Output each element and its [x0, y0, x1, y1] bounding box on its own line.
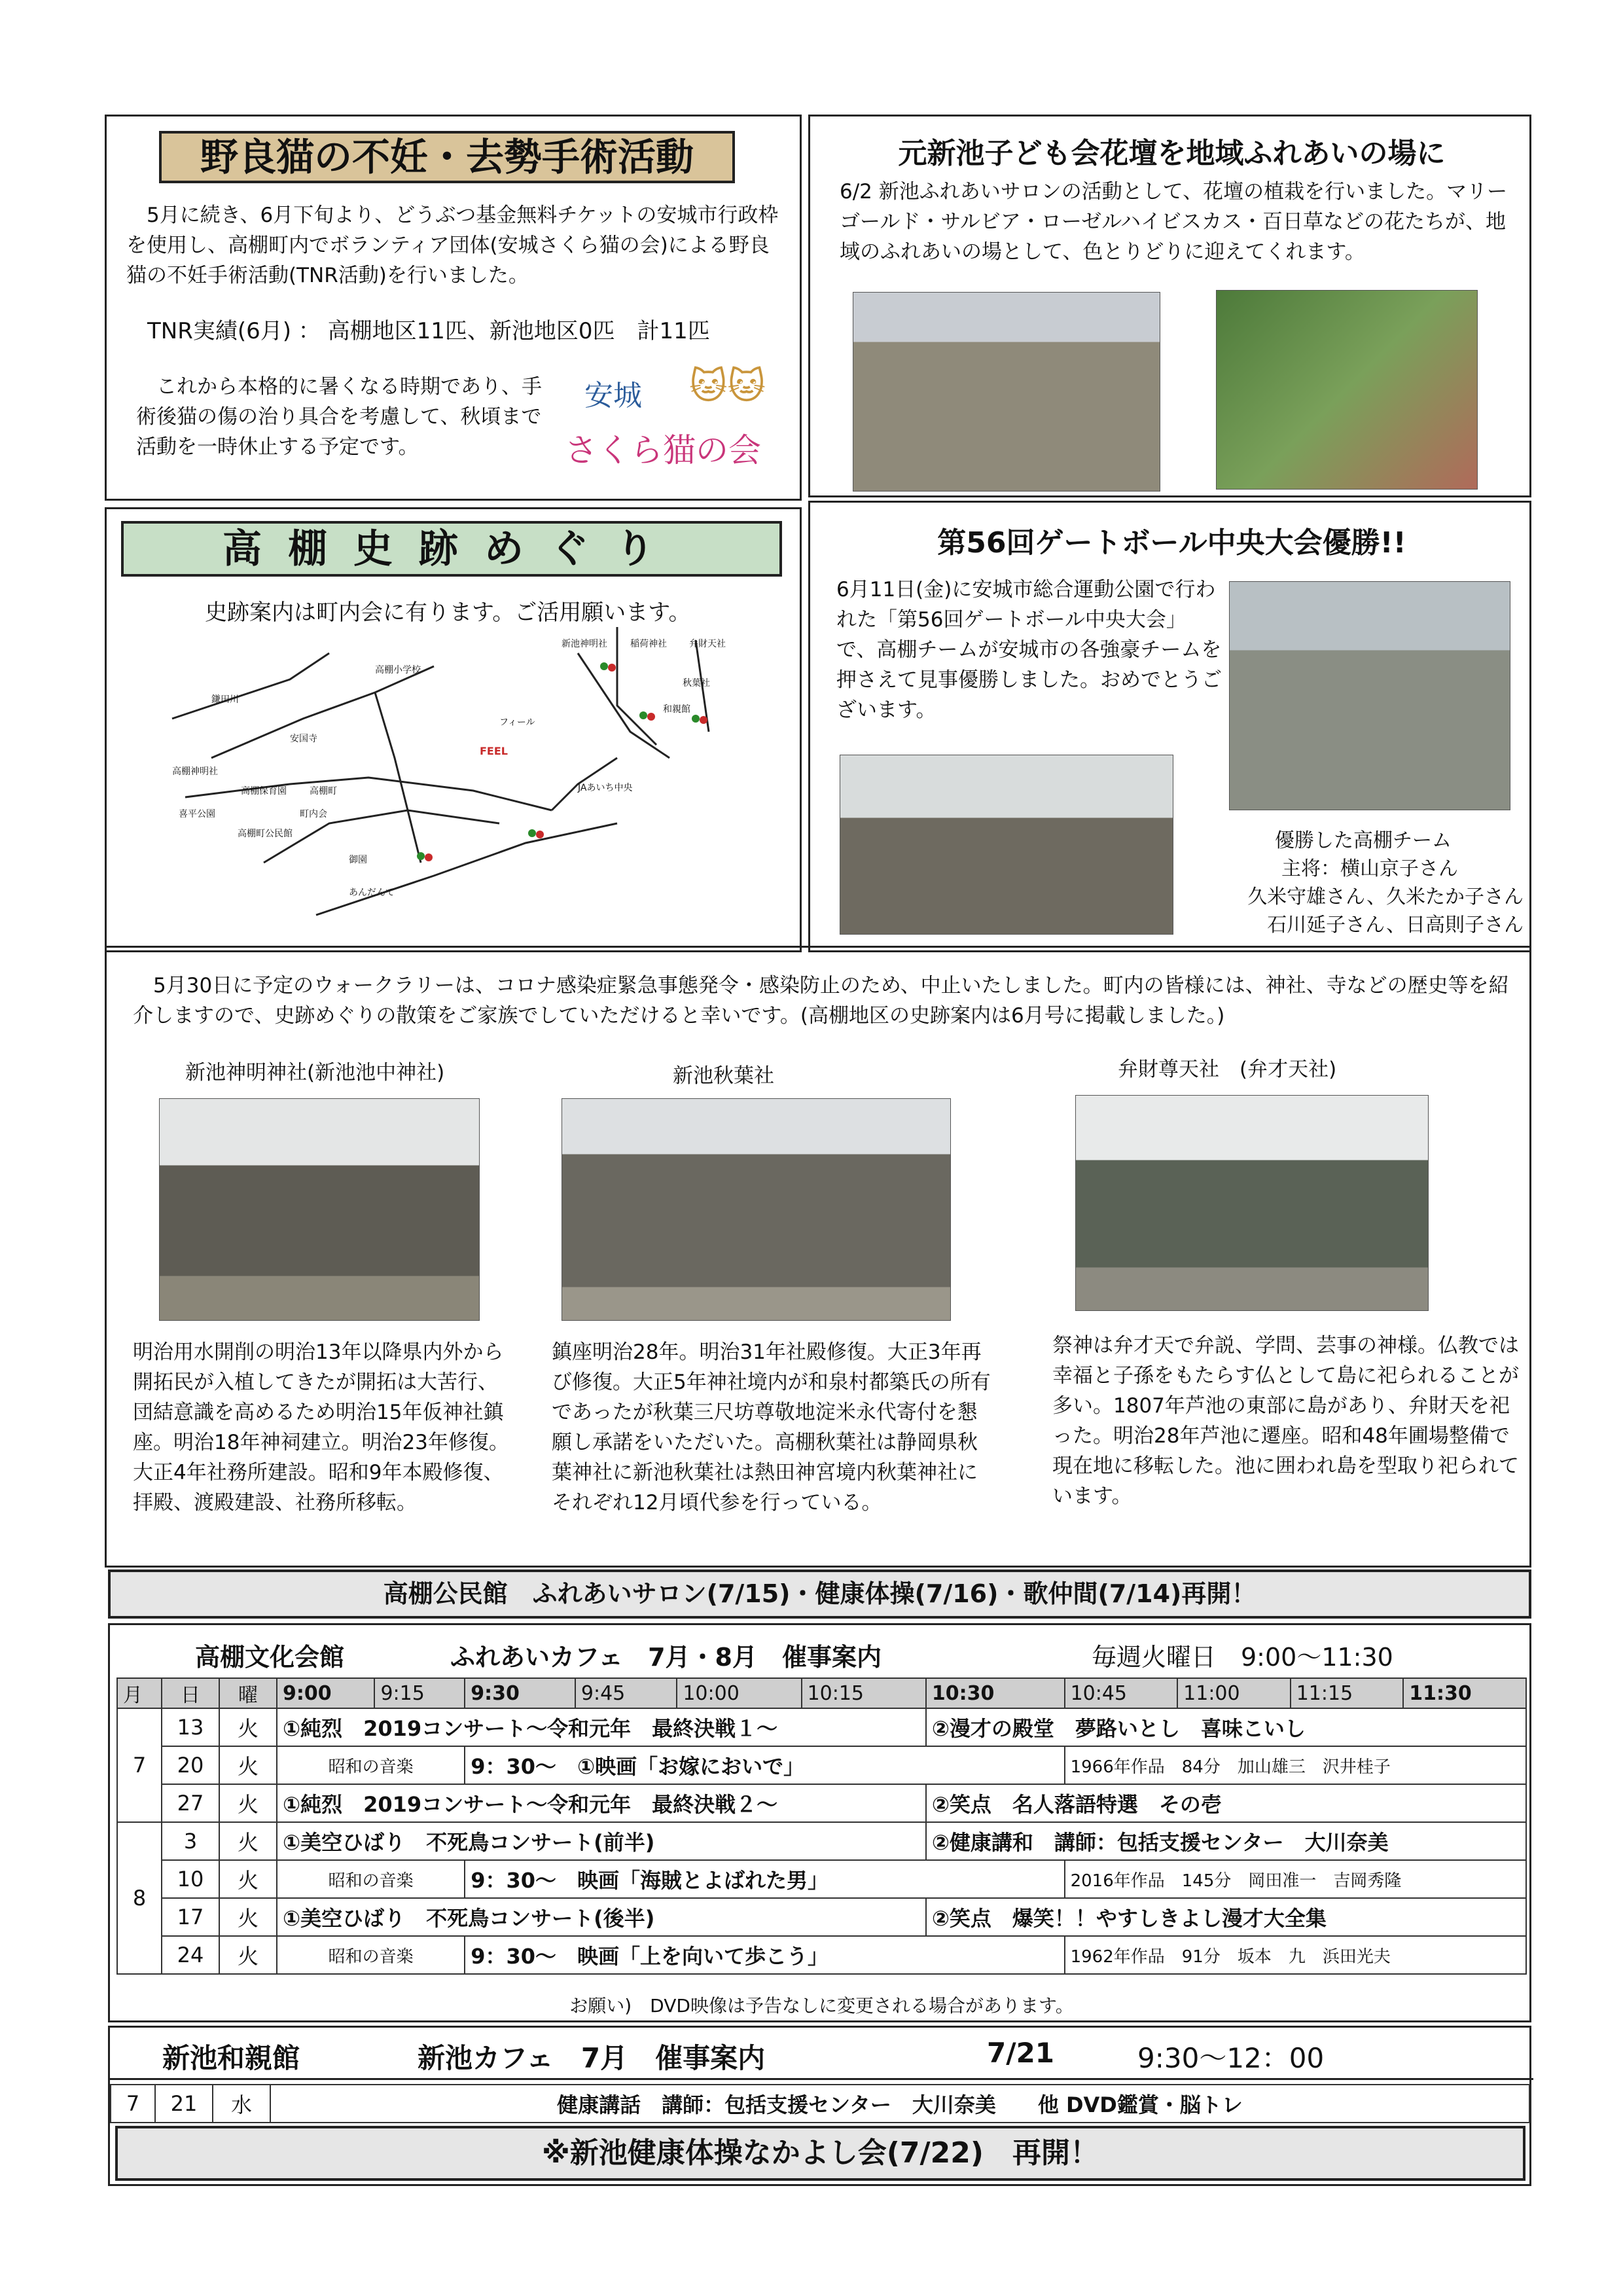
gateball-section: [808, 501, 1531, 952]
shrine-photo-shinmei: [159, 1098, 480, 1321]
day-cell: 27: [162, 1784, 219, 1822]
header-cell: 11:00: [1177, 1678, 1291, 1708]
map-label: 高棚町: [310, 786, 337, 797]
program-a: ①純烈 2019コンサート～令和元年 最終決戦２～: [277, 1784, 926, 1822]
program-a: ①美空ひばり 不死鳥コンサート(前半): [277, 1822, 926, 1860]
header-cell: 9:45: [575, 1678, 677, 1708]
caption-line: 石川延子さん、日高則子さん: [1267, 914, 1524, 937]
table-row: [117, 1936, 1526, 1974]
map-label: 高棚保育園: [241, 786, 287, 797]
map-label: 稲荷神社: [630, 639, 667, 649]
map-label: 和親館: [663, 704, 690, 715]
history-title: 高棚史跡めぐり: [121, 521, 782, 577]
cat-faces-icon: 🐱🐱: [689, 365, 766, 408]
shinike-event: 新池カフェ 7月 催事案内: [418, 2042, 766, 2074]
pre-program: 昭和の音楽: [277, 1860, 465, 1898]
map-label: 高棚神明社: [172, 766, 218, 777]
program-b: ②笑点 爆笑！！やすしきよし漫才大全集: [926, 1898, 1526, 1936]
site-text: 明治用水開削の明治13年以降県内外から開拓民が入植してきたが開拓は大苦行、団結意識を高めるため明治15年仮神社鎮座。明治18年神祠建立。明治23年修復。大正4年社務所建設。昭和9年本殿修復、拝殿、渡殿建設、社務所移転。: [133, 1340, 509, 1515]
dow-cell: 火: [219, 1784, 277, 1822]
program-b: ②漫才の殿堂 夢路いとし 喜味こいし: [926, 1708, 1526, 1746]
cafe-section: [108, 1623, 1531, 2022]
table-row: [117, 1860, 1526, 1898]
header-cell: 11:30: [1403, 1678, 1526, 1708]
tnr-note: これから本格的に暑くなる時期であり、手術後猫の傷の治り具合を考慮して、秋頃まで活動を一時休止する予定です。: [136, 375, 542, 459]
table-row: [117, 1784, 1526, 1822]
table-row: [117, 1898, 1526, 1936]
shinike-place: 新池和親館: [162, 2042, 300, 2074]
map-label: JAあいち中央: [578, 783, 633, 793]
flower-section: [808, 115, 1531, 497]
logo-name: さくら猫の会: [565, 431, 761, 469]
logo-city: 安城: [584, 379, 642, 412]
program-b: 1962年作品 91分 坂本 九 浜田光夫: [1065, 1936, 1526, 1974]
cafe-place: 高棚文化会館: [195, 1643, 345, 1672]
header-cell: 10:00: [677, 1678, 801, 1708]
dow-cell: 火: [219, 1708, 277, 1746]
history-intro: 史跡案内は町内会に有ります。ご活用願います。: [205, 600, 691, 626]
site-text: 祭神は弁才天で弁説、学問、芸事の神様。仏教では幸福と子孫をもたらす仏として島に祀られることが多い。1807年芦池の東部に島があり、弁財天を祀った。明治28年芦池に遷座。昭和48年圃場整備で現在地に移転した。池に囲われ島を型取り祀られています。: [1052, 1334, 1519, 1508]
month-cell: 7: [117, 1708, 162, 1822]
site-name: 新池神明神社(新池池中神社): [185, 1061, 445, 1085]
caption-line: 優勝した高棚チーム: [1275, 829, 1452, 852]
day-cell: 21: [155, 2085, 213, 2123]
header-cell: 11:15: [1291, 1678, 1404, 1708]
walk-rally-note: 5月30日に予定のウォークラリーは、コロナ感染症緊急事態発令・感染防止のため、中止いたしました。町内の皆様には、神社、寺などの歴史等を紹介しますので、史跡めぐりの散策をご家族でしていただけると幸いです。(高棚地区の史跡案内は6月号に掲載しました。): [133, 974, 1509, 1028]
dow-cell: 火: [219, 1936, 277, 1974]
map-label: 高棚小学校: [375, 665, 421, 675]
dow-cell: 火: [219, 1746, 277, 1784]
map-label: 鎌田川: [211, 694, 239, 705]
shinike-time: 9:30～12：00: [1137, 2042, 1325, 2074]
caption-line: 久米守雄さん、久米たか子さん: [1247, 886, 1524, 908]
header-cell: 曜: [219, 1678, 277, 1708]
program-a: ①美空ひばり 不死鳥コンサート(後半): [277, 1898, 926, 1936]
program-b: 1966年作品 84分 加山雄三 沢井桂子: [1065, 1746, 1526, 1784]
map-label: FEEL: [480, 745, 508, 757]
gateball-title: 第56回ゲートボール中央大会優勝!!: [937, 526, 1406, 560]
day-cell: 3: [162, 1822, 219, 1860]
caption-line: 主将：横山京子さん: [1281, 857, 1458, 880]
flower-body: 6/2 新池ふれあいサロンの活動として、花壇の植栽を行いました。マリーゴールド・サルビア・ローゼルハイビスカス・百日草などの花たちが、地域のふれあいの場として、色とりどりに迎えてくれます。: [840, 180, 1508, 264]
pre-program: 昭和の音楽: [277, 1936, 465, 1974]
shinike-schedule-table: [110, 2084, 1530, 2123]
month-cell: 8: [117, 1822, 162, 1974]
header-cell: 9:15: [374, 1678, 465, 1708]
gateball-team-photo: [1229, 581, 1510, 810]
gateball-game-photo: [840, 755, 1173, 935]
table-header: [117, 1678, 1526, 1708]
site-text: 鎮座明治28年。明治31年社殿修復。大正3年再び修復。大正5年神社境内が和泉村都築氏の所有であったが秋葉三尺坊尊敬地淀米永代寄付を懇願し承諾をいただいた。高棚秋葉社は静岡県秋葉神社に新池秋葉社は熱田神宮境内秋葉神社にそれぞれ12月頃代参を行っている。: [552, 1340, 991, 1515]
header-cell: 月: [117, 1678, 162, 1708]
header-cell: 10:15: [802, 1678, 926, 1708]
dow-cell: 水: [213, 2085, 270, 2123]
dvd-note: お願い) DVD映像は予告なしに変更される場合があります。: [569, 1995, 1074, 2017]
table-row: [111, 2085, 1529, 2123]
map-label: 高棚町公民館: [238, 829, 293, 839]
shinike-section: [108, 2026, 1531, 2186]
dow-cell: 火: [219, 1822, 277, 1860]
history-map: [159, 627, 748, 941]
map-label: 安国寺: [290, 734, 317, 744]
kominkan-banner: 高棚公民館 ふれあいサロン(7/15)・健康体操(7/16)・歌仲間(7/14)再開！: [108, 1570, 1531, 1619]
flower-photo-bed: [1216, 290, 1478, 490]
map-label: 新池神明社: [562, 639, 607, 649]
program-a: 9：30～ 映画「海賊とよばれた男」: [465, 1860, 1064, 1898]
shrine-photo-akiba: [562, 1098, 951, 1321]
dow-cell: 火: [219, 1898, 277, 1936]
header-cell: 10:30: [926, 1678, 1065, 1708]
map-label: 秋葉社: [683, 678, 710, 689]
program-b: ②笑点 名人落語特選 その壱: [926, 1784, 1526, 1822]
map-label: あんだんて: [349, 888, 395, 898]
cafe-title: [110, 1632, 1533, 1671]
map-label: 町内会: [300, 809, 327, 819]
program-a: 9：30～ 映画「上を向いて歩こう」: [465, 1936, 1064, 1974]
tnr-result: TNR実績(6月) ： 高棚地区11匹、新池地区0匹 計11匹: [147, 318, 710, 344]
cafe-schedule-table: [116, 1677, 1527, 1975]
shinike-date: 7/21: [987, 2037, 1055, 2069]
gateball-caption: [1183, 827, 1524, 939]
program-b: ②健康講和 講師：包括支援センター 大川奈美: [926, 1822, 1526, 1860]
map-label: フィール: [499, 717, 535, 728]
tnr-title: 野良猫の不妊・去勢手術活動: [159, 131, 735, 183]
day-cell: 17: [162, 1898, 219, 1936]
map-label: 御園: [349, 855, 367, 865]
day-cell: 10: [162, 1860, 219, 1898]
shrines-section: [105, 946, 1531, 1568]
pre-program: 昭和の音楽: [277, 1746, 465, 1784]
flower-photo-planting: [853, 292, 1160, 492]
tnr-body: 5月に続き、6月下旬より、どうぶつ基金無料チケットの安城市行政枠を使用し、高棚町内でボランティア団体(安城さくら猫の会)による野良猫の不妊手術活動(TNR活動)を行いました。: [126, 204, 779, 287]
day-cell: 13: [162, 1708, 219, 1746]
table-row: [117, 1746, 1526, 1784]
day-cell: 20: [162, 1746, 219, 1784]
flower-title: 元新池子ども会花壇を地域ふれあいの場に: [898, 137, 1446, 170]
shrine-photo-benzaiten: [1075, 1095, 1429, 1311]
nakayoshi-banner: ※新池健康体操なかよし会(7/22) 再開！: [115, 2126, 1525, 2181]
shinike-title: [110, 2028, 1533, 2080]
header-cell: 10:45: [1065, 1678, 1178, 1708]
header-cell: 9:30: [465, 1678, 575, 1708]
header-cell: 日: [162, 1678, 219, 1708]
sakura-neko-logo: [565, 365, 787, 490]
program-a: 健康講話 講師：包括支援センター 大川奈美 他 DVD鑑賞・脳トレ: [270, 2085, 1529, 2123]
program-a: 9：30～ ①映画「お嫁においで」: [465, 1746, 1064, 1784]
gateball-body: 6月11日(金)に安城市総合運動公園で行われた「第56回ゲートボール中央大会」で、高棚チームが安城市の各強豪チームを押さえて見事優勝しました。おめでとうございます。: [836, 578, 1222, 722]
dow-cell: 火: [219, 1860, 277, 1898]
program-a: ①純烈 2019コンサート～令和元年 最終決戦１～: [277, 1708, 926, 1746]
site-name: 弁財尊天社 (弁才天社): [1118, 1058, 1337, 1081]
cafe-time: 毎週火曜日 9:00～11:30: [1092, 1643, 1393, 1672]
month-cell: 7: [111, 2085, 155, 2123]
day-cell: 24: [162, 1936, 219, 1974]
tnr-section: [105, 115, 802, 501]
history-section: [105, 507, 802, 952]
site-name: 新池秋葉社: [673, 1064, 774, 1088]
map-label: 喜平公園: [179, 809, 215, 819]
program-b: 2016年作品 145分 岡田准一 吉岡秀隆: [1065, 1860, 1526, 1898]
cafe-event: ふれあいカフェ 7月・8月 催事案内: [450, 1643, 882, 1672]
table-row: [117, 1708, 1526, 1746]
map-label: 弁財天社: [689, 639, 726, 649]
table-row: [117, 1822, 1526, 1860]
header-cell: 9:00: [277, 1678, 374, 1708]
